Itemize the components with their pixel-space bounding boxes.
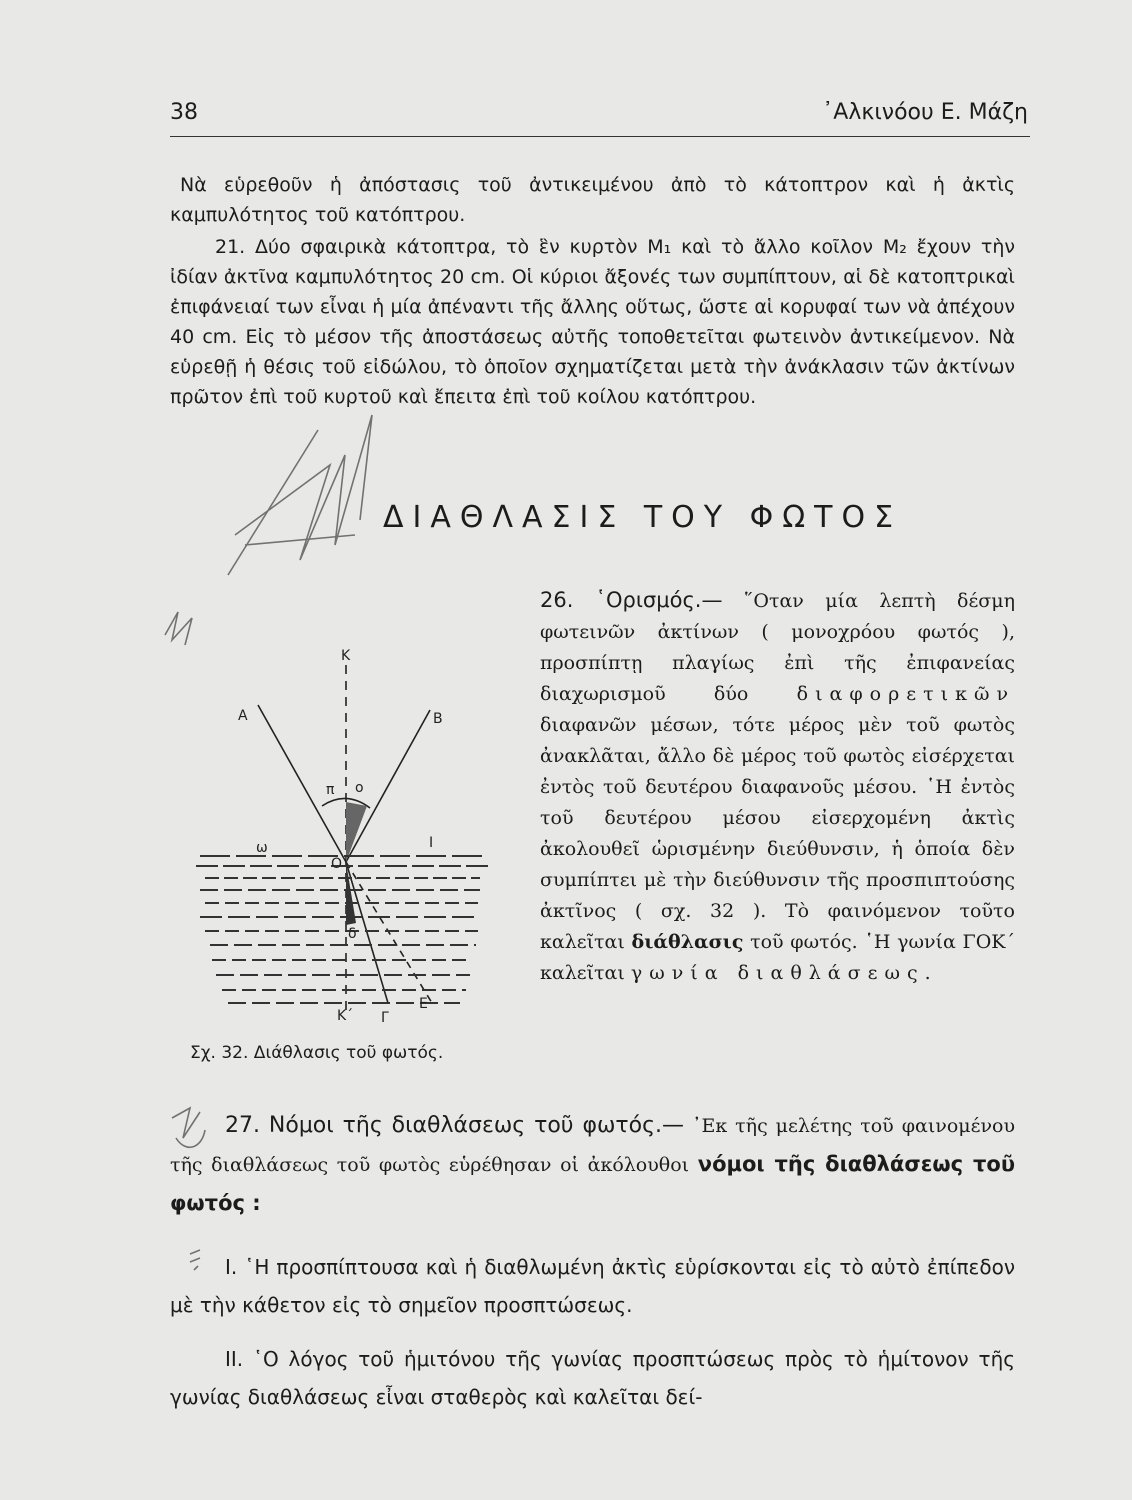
label-k: Κ: [341, 648, 351, 664]
bold-laws-title: νόμοι τῆς διαθλάσεως τοῦ φωτός :: [170, 1152, 1016, 1215]
label-origin: Ο: [331, 856, 343, 872]
section-26-text: [540, 585, 1015, 989]
label-i: Ι: [429, 835, 434, 851]
label-g: Γ: [381, 1010, 389, 1026]
reflection-angle-shade: [346, 802, 367, 862]
section-title: ΔΙΑΘΛΑΣΙΣ ΤΟΥ ΦΩΤΟΣ: [383, 500, 903, 535]
label-o: ο: [355, 780, 364, 796]
paragraph-continuation: Νὰ εὑρεθοῦν ἡ ἀπόστασις τοῦ ἀντικειμένου ἀπὸ τὸ κάτοπτρον καὶ ἡ ἀκτὶς καμπυλότητος τοῦ κατόπτρου.: [170, 174, 1015, 226]
running-header: ᾿Αλκινόου Ε. Μάζη: [822, 100, 1028, 125]
spaced-word-1: διαφορετικῶν: [796, 683, 1015, 705]
refraction-angle-shade: [346, 862, 356, 925]
spaced-term-angle: γωνία διαθλάσεως.: [630, 962, 938, 984]
section-27-text: ᾿Εκ τῆς μελέτης τοῦ φαινομένου τῆς διαθλάσεως τοῦ φωτὸς εὑρέθησαν οἱ ἀκόλουθοι: [170, 1115, 1015, 1176]
section-27-heading: 27. Νόμοι τῆς διαθλάσεως τοῦ φωτός.—: [225, 1113, 684, 1138]
label-pi: π: [326, 782, 335, 798]
label-e: Ε: [419, 996, 428, 1012]
problem-21: 21. Δύο σφαιρικὰ κάτοπτρα, τὸ ἓν κυρτὸν M₁ καὶ τὸ ἄλλο κοῖλον M₂ ἔχουν τὴν ἰδίαν ἀκτῖνα καμπυλότητος 20 cm. Οἱ κύριοι ἄξονές των συμπίπτουν, αἱ δὲ κατοπτρικαὶ ἐπιφάνειαί των εἶναι ἡ μία ἀπέναντι τῆς ἄλλης οὕτως, ὥστε αἱ κορυφαί των νὰ ἀπέχουν 40 cm. Εἰς τὸ μέσον τῆς ἀποστάσεως αὐτῆς τοποθετεῖται φωτεινὸν ἀντικείμενον. Νὰ εὑρεθῇ ἡ θέσις τοῦ εἰδώλου, τὸ ὁποῖον σχηματίζεται μετὰ τὴν ἀνάκλασιν τῶν ἀκτίνων πρῶτον ἐπὶ τοῦ κυρτοῦ καὶ ἔπειτα ἐπὶ τοῦ κοίλου κατόπτρου.: [170, 236, 1015, 408]
extended-ray: [346, 862, 432, 1003]
section-26-text-3: τοῦ φωτός. ῾Η γωνία ΓΟΚ΄ καλεῖται: [540, 931, 1015, 984]
label-b: Β: [433, 711, 443, 727]
law-2: II. ῾Ο λόγος τοῦ ἡμιτόνου τῆς γωνίας προσπτώσεως πρὸς τὸ ἡμίτονον τῆς γωνίας διαθλάσεως εἶναι σταθερὸς καὶ καλεῖται δεί-: [170, 1347, 1015, 1409]
label-delta: δ: [348, 926, 357, 942]
figure-caption: Σχ. 32. Διάθλασις τοῦ φωτός.: [190, 1043, 444, 1063]
label-k-prime: Κ΄: [337, 1008, 354, 1024]
label-omega: ω: [256, 840, 268, 856]
section-26-text-2: διαφανῶν μέσων, τότε μέρος μὲν τοῦ φωτὸς ἀνακλᾶται, ἄλλο δὲ μέρος τοῦ φωτὸς εἰσέρχεται ἐντὸς τοῦ δευτέρου διαφανοῦς μέσου. ῾Η ἐντὸς τοῦ δευτέρου μέσου εἰσερχομένη ἀκτὶς ἀκολουθεῖ ὡρισμένην διεύθυνσιν, ἡ ὁποία δὲν συμπίπτει μὲ τὴν διεύθυνσιν τῆς προσπιπτούσης ἀκτῖνος ( σχ. 32 ). Τὸ φαινόμενον τοῦτο καλεῖται: [540, 714, 1015, 953]
label-a: Α: [238, 708, 248, 724]
section-27: [170, 1107, 1015, 1223]
section-26-text-1: ῞Οταν μία λεπτὴ δέσμη φωτεινῶν ἀκτίνων ( μονοχρόου φωτός ), προσπίπτῃ πλαγίως ἐπὶ τῆς ἐπιφανείας διαχωρισμοῦ δύο: [540, 590, 1016, 705]
section-26-heading: 26. ῾Ορισμός.—: [540, 588, 723, 612]
law-1: I. ῾Η προσπίπτουσα καὶ ἡ διαθλωμένη ἀκτὶς εὑρίσκονται εἰς τὸ αὐτὸ ἐπίπεδον μὲ τὴν κάθετον εἰς τὸ σημεῖον προσπτώσεως.: [170, 1255, 1015, 1317]
page-number: 38: [170, 100, 198, 125]
bold-term-refraction: διάθλασις: [631, 931, 744, 953]
